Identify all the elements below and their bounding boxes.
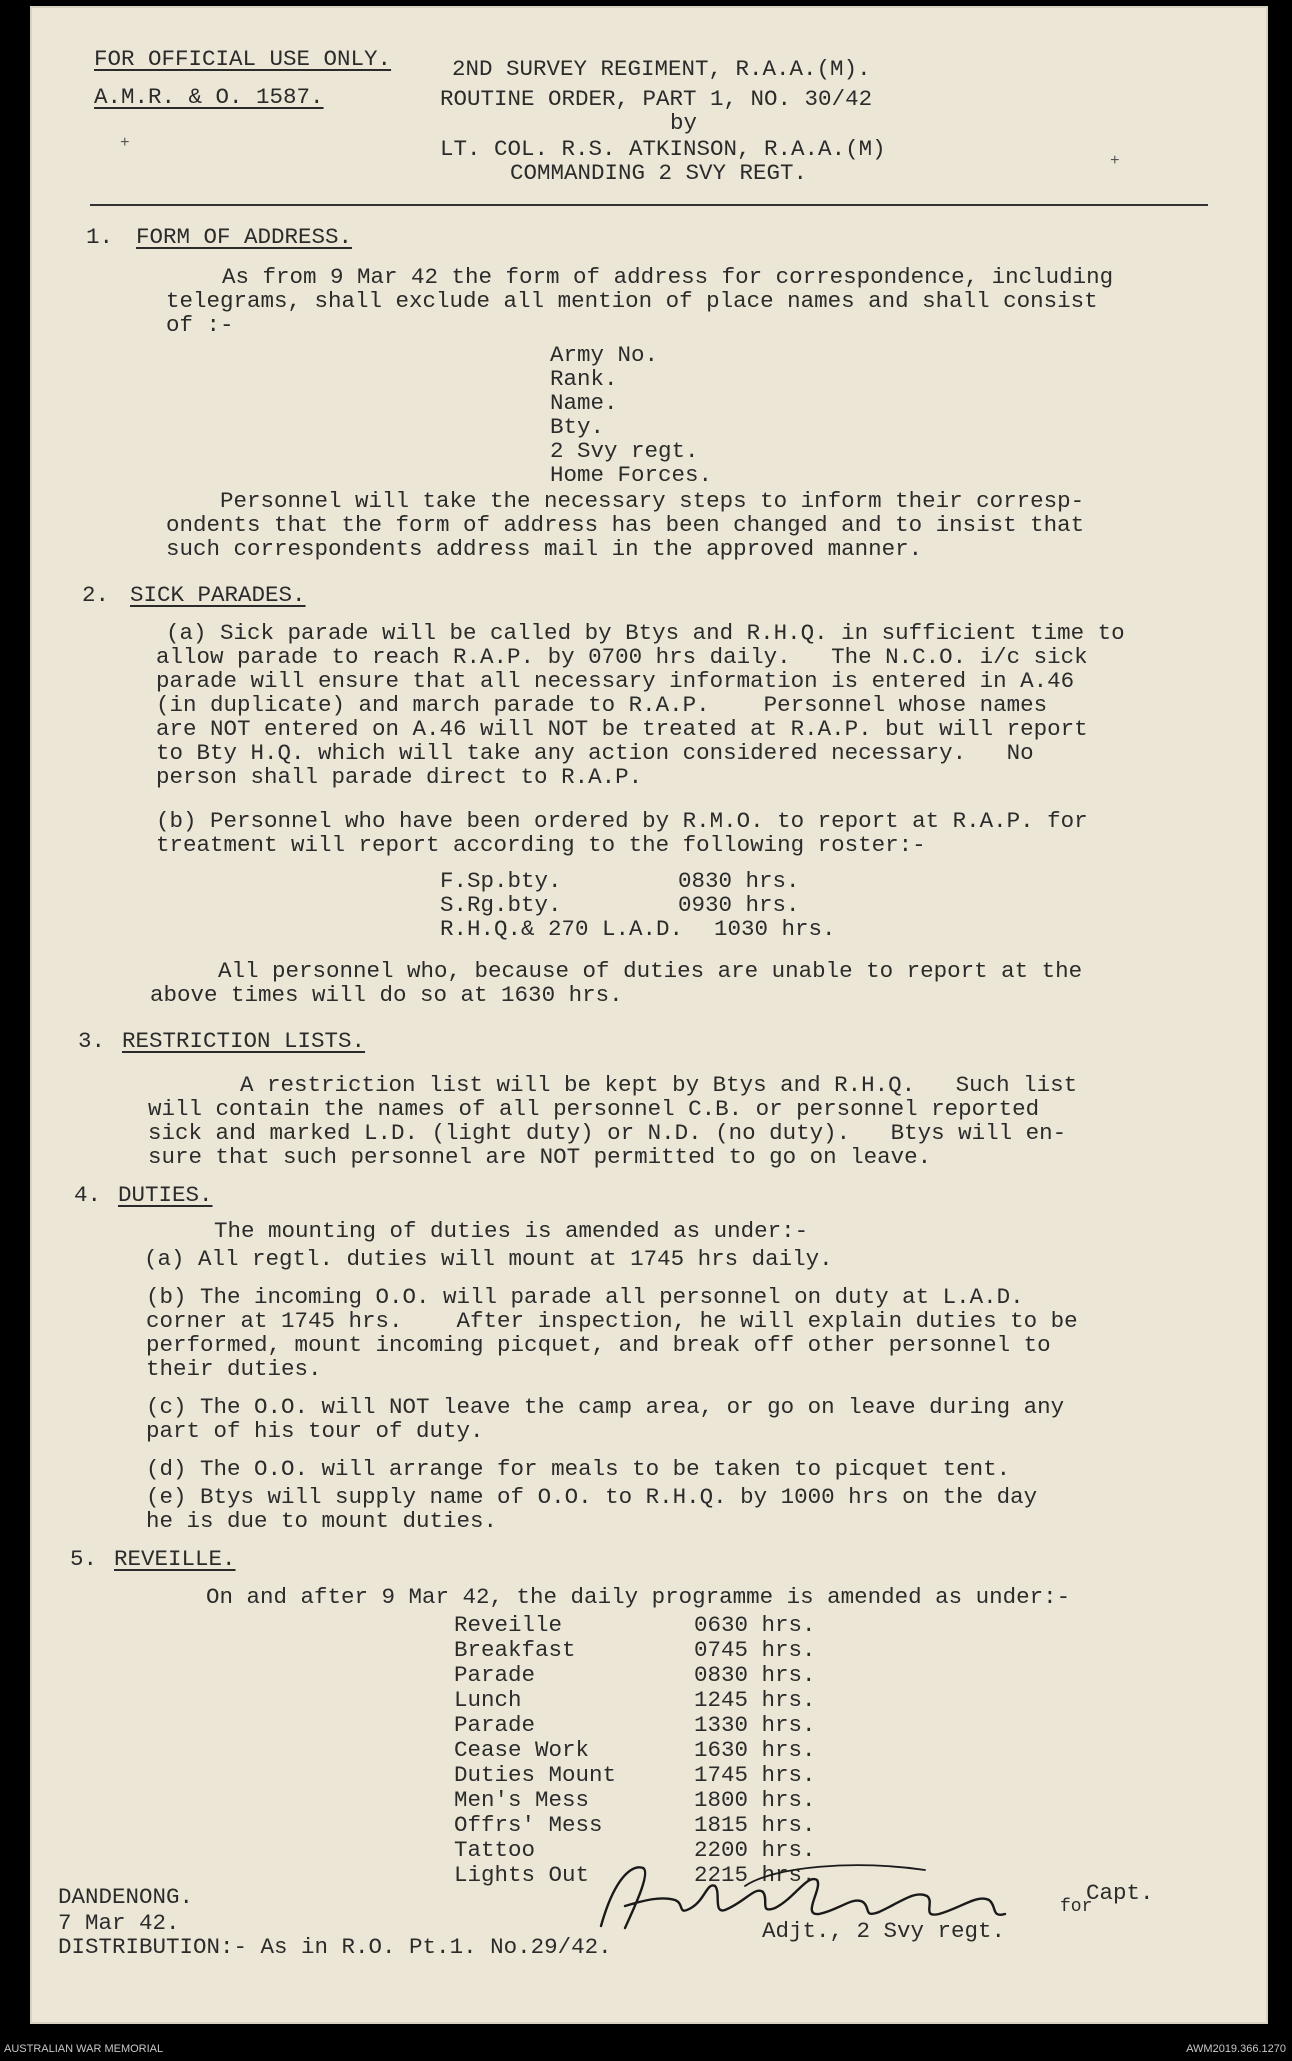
paragraph-line: above times will do so at 1630 hrs. [150,982,623,1008]
paragraph-line: sick and marked L.D. (light duty) or N.D. (no duty). Btys will en- [148,1120,1067,1146]
section-title-duties: DUTIES. [118,1182,213,1208]
paragraph-line: (b) The incoming O.O. will parade all personnel on duty at L.A.D. [146,1284,1024,1310]
header-rule [90,204,1208,206]
per-procurationem: for [1060,1897,1093,1917]
punch-mark: + [1110,152,1120,170]
paragraph-line: person shall parade direct to R.A.P. [156,764,643,790]
roster-unit: F.Sp.bty. [440,868,562,894]
address-line: 2 Svy regt. [550,438,699,464]
amr-reference: A.M.R. & O. 1587. [94,84,324,110]
punch-mark: + [120,134,130,152]
roster-time: 1030 hrs. [714,916,836,942]
section-number: 4. [74,1182,102,1208]
address-line: Rank. [550,366,618,392]
section-title-form-of-address: FORM OF ADDRESS. [136,224,353,250]
paragraph-line: such correspondents address mail in the approved manner. [166,536,923,562]
paragraph-line: (b) Personnel who have been ordered by R.M.O. to report at R.A.P. for [156,808,1088,834]
section-title-reveille: REVEILLE. [114,1546,236,1572]
unit-name: 2ND SURVEY REGIMENT, R.A.A.(M). [452,56,871,82]
programme-item: Cease Work [454,1737,590,1763]
programme-time: 1330 hrs. [694,1712,816,1738]
paragraph-line: sure that such personnel are NOT permitted to go on leave. [148,1144,932,1170]
programme-time: 1815 hrs. [694,1812,816,1838]
paragraph-line: telegrams, shall exclude all mention of place names and shall consist [166,288,1098,314]
section-title-restriction-lists: RESTRICTION LISTS. [122,1028,366,1054]
paragraph-line: to Bty H.Q. which will take any action considered necessary. No [156,740,1034,766]
programme-item: Breakfast [454,1637,576,1663]
paragraph-line: (d) The O.O. will arrange for meals to be taken to picquet tent. [146,1456,1011,1482]
paragraph-line: their duties. [146,1356,322,1382]
archive-name: AUSTRALIAN WAR MEMORIAL [4,2043,164,2055]
official-use-label: FOR OFFICIAL USE ONLY. [94,46,392,72]
roster-time: 0930 hrs. [678,892,800,918]
programme-item: Reveille [454,1612,563,1638]
paragraph-line: (in duplicate) and march parade to R.A.P. Personnel whose names [156,692,1048,718]
address-line: Name. [550,390,618,416]
programme-item: Parade [454,1662,536,1688]
paragraph-line: corner at 1745 hrs. After inspection, he will explain duties to be [146,1308,1078,1334]
order-number: ROUTINE ORDER, PART 1, NO. 30/42 [440,86,873,112]
roster-unit: S.Rg.bty. [440,892,562,918]
distribution-line: DISTRIBUTION:- As in R.O. Pt.1. No.29/42. [58,1934,612,1960]
paragraph-line: On and after 9 Mar 42, the daily programme is amended as under:- [206,1584,1071,1610]
section-number: 2. [82,582,110,608]
section-number: 1. [86,224,114,250]
address-line: Army No. [550,342,659,368]
programme-item: Lights Out [454,1862,590,1888]
paragraph-line: he is due to mount duties. [146,1508,498,1534]
programme-item: Duties Mount [454,1762,617,1788]
paragraph-line: The mounting of duties is amended as under:- [214,1218,809,1244]
paragraph-line: (a) All regtl. duties will mount at 1745 hrs daily. [144,1246,833,1272]
paragraph-line: part of his tour of duty. [146,1418,484,1444]
command-line: COMMANDING 2 SVY REGT. [510,160,808,186]
archive-footer [0,2037,1292,2061]
paragraph-line: All personnel who, because of duties are unable to report at the [218,958,1083,984]
paragraph-line: are NOT entered on A.46 will NOT be treated at R.A.P. but will report [156,716,1088,742]
paragraph-line: performed, mount incoming picquet, and break off other personnel to [146,1332,1051,1358]
programme-time: 1745 hrs. [694,1762,816,1788]
section-number: 3. [78,1028,106,1054]
programme-item: Lunch [454,1687,522,1713]
place-name: DANDENONG. [58,1884,194,1910]
section-title-sick-parades: SICK PARADES. [130,582,306,608]
paragraph-line: will contain the names of all personnel C.B. or personnel reported [148,1096,1040,1122]
paragraph-line: A restriction list will be kept by Btys and R.H.Q. Such list [240,1072,1078,1098]
by-label: by [670,110,698,136]
section-number: 5. [70,1546,98,1572]
programme-item: Men's Mess [454,1787,590,1813]
programme-time: 0630 hrs. [694,1612,816,1638]
programme-time: 0830 hrs. [694,1662,816,1688]
programme-item: Tattoo [454,1837,536,1863]
signatory-rank: Capt. [1086,1880,1154,1906]
paragraph-line: (a) Sick parade will be called by Btys and R.H.Q. in sufficient time to [166,620,1125,646]
paragraph-line: ondents that the form of address has been changed and to insist that [166,512,1085,538]
programme-item: Offrs' Mess [454,1812,603,1838]
address-line: Bty. [550,414,605,440]
programme-time: 2200 hrs. [694,1837,816,1863]
commanding-officer: LT. COL. R.S. ATKINSON, R.A.A.(M) [440,136,886,162]
order-date: 7 Mar 42. [58,1910,180,1936]
paragraph-line: (e) Btys will supply name of O.O. to R.H.Q. by 1000 hrs on the day [146,1484,1038,1510]
roster-time: 0830 hrs. [678,868,800,894]
programme-time: 1800 hrs. [694,1787,816,1813]
paragraph-line: (c) The O.O. will NOT leave the camp area, or go on leave during any [146,1394,1065,1420]
signatory-title: Adjt., 2 Svy regt. [762,1918,1006,1944]
programme-item: Parade [454,1712,536,1738]
paragraph-line: parade will ensure that all necessary information is entered in A.46 [156,668,1075,694]
paragraph-line: treatment will report according to the following roster:- [156,832,926,858]
paragraph-line: Personnel will take the necessary steps to inform their corresp- [220,488,1085,514]
programme-time: 0745 hrs. [694,1637,816,1663]
paragraph-line: allow parade to reach R.A.P. by 0700 hrs daily. The N.C.O. i/c sick [156,644,1088,670]
programme-time: 1245 hrs. [694,1687,816,1713]
paragraph-line: As from 9 Mar 42 the form of address for correspondence, including [222,264,1114,290]
programme-time: 1630 hrs. [694,1737,816,1763]
roster-unit: R.H.Q.& 270 L.A.D. [440,916,684,942]
archive-reference: AWM2019.366.1270 [1186,2043,1286,2055]
address-line: Home Forces. [550,462,713,488]
document-page [30,6,1268,2024]
paragraph-line: of :- [166,312,234,338]
programme-time: 2215 hrs. [694,1862,816,1888]
